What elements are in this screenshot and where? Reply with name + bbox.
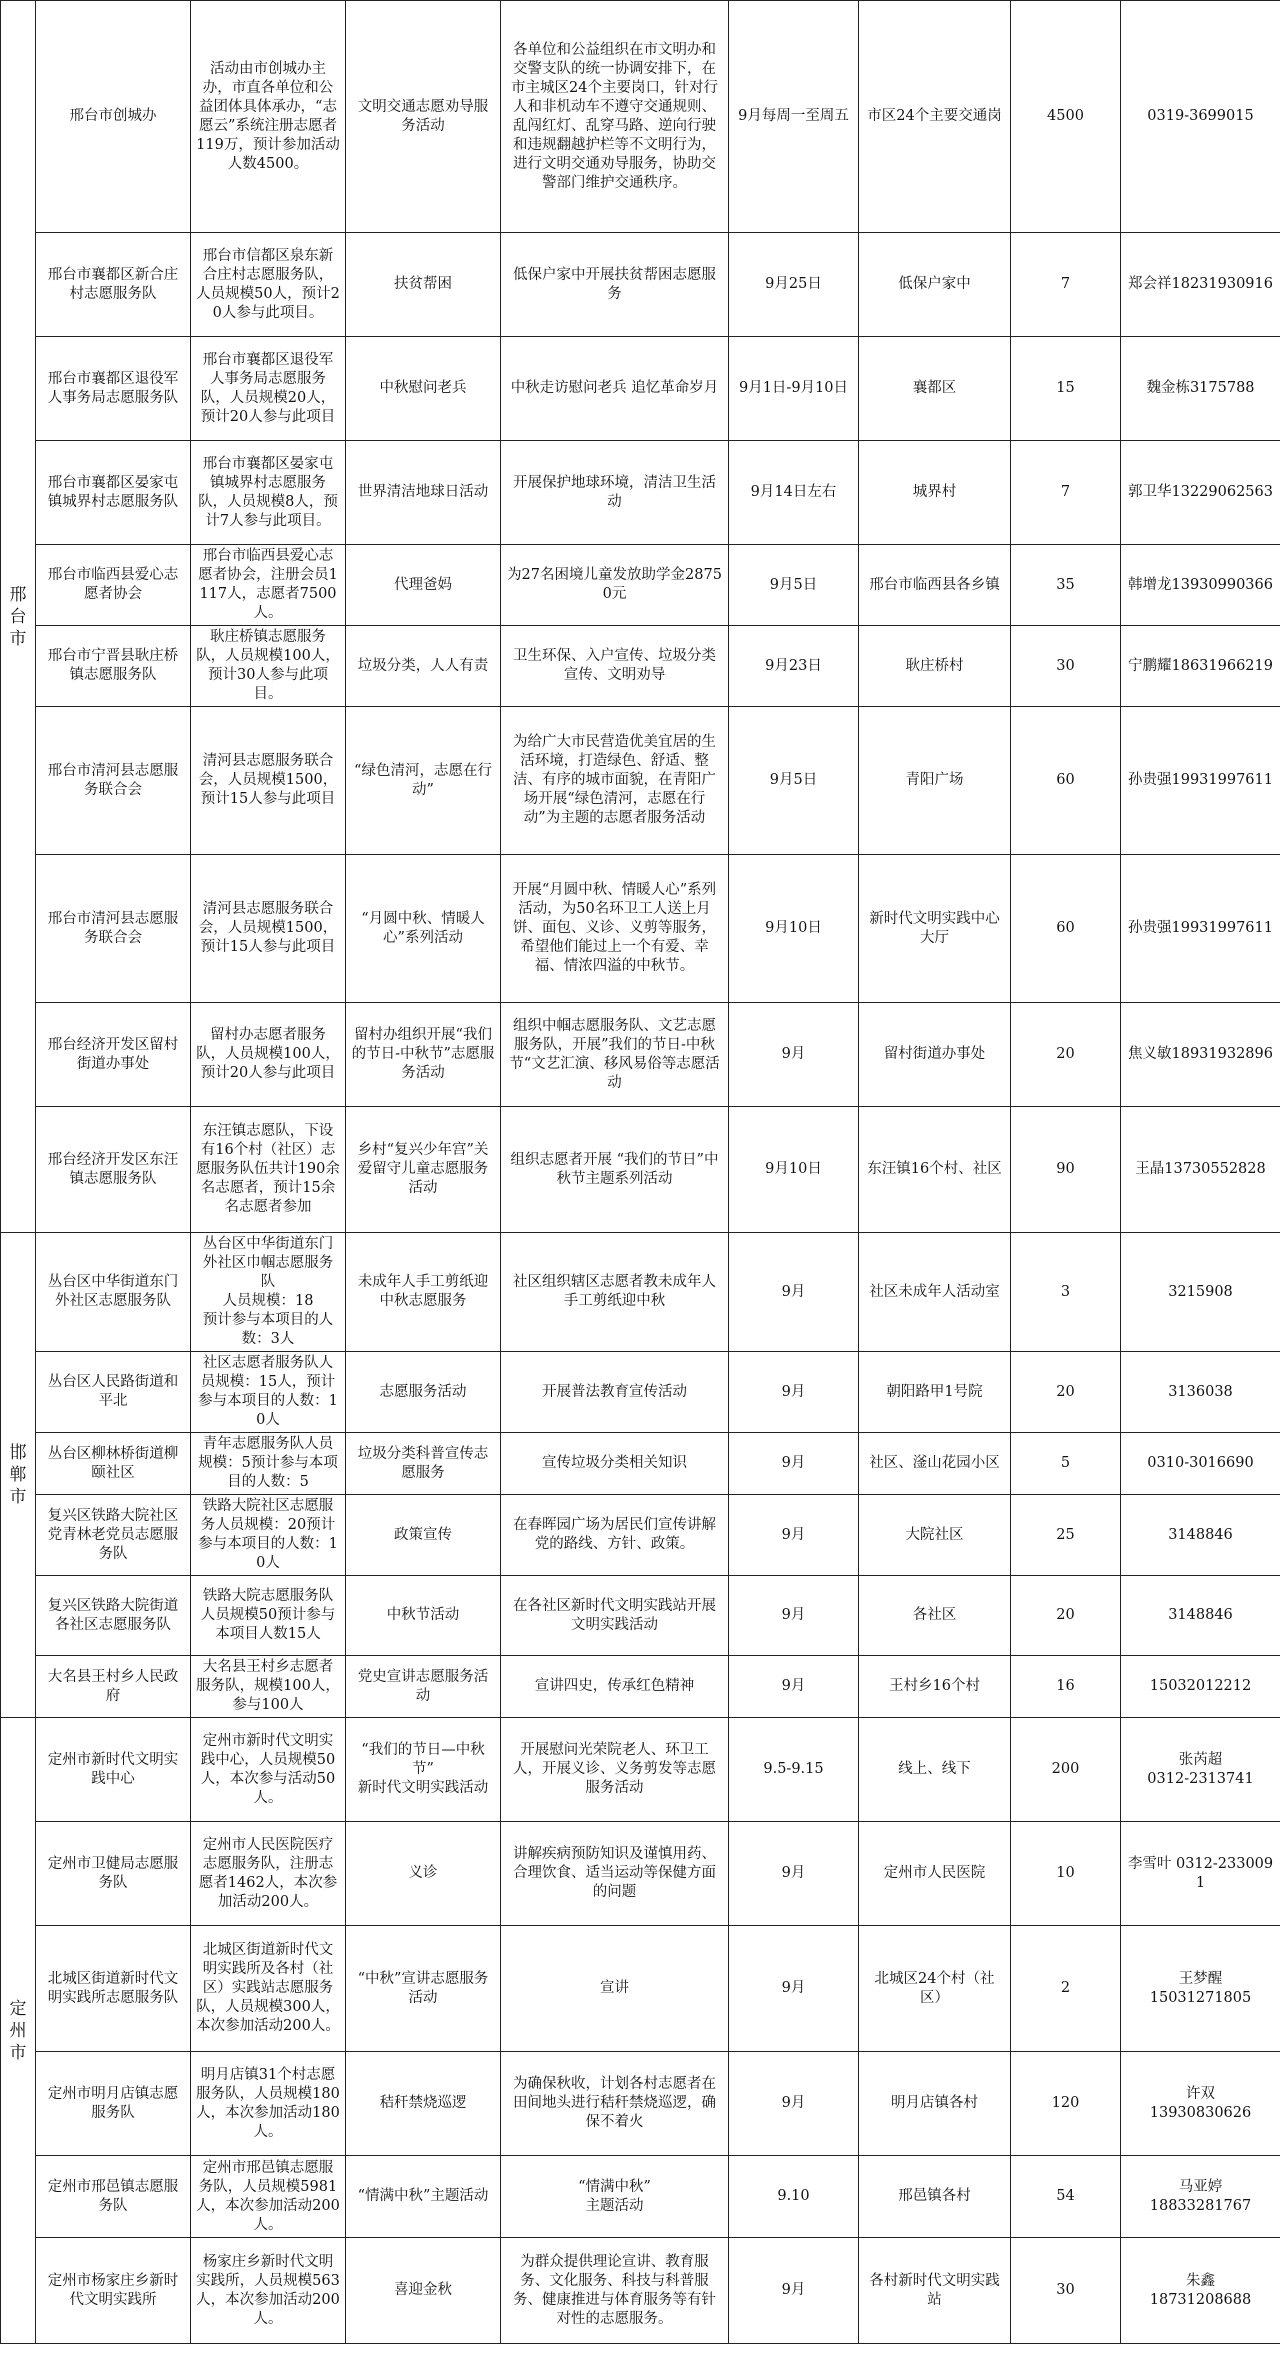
description-cell: 宣讲四史，传承红色精神 [501,1656,729,1718]
contact-cell: 郑会祥18231930916 [1121,233,1280,337]
contact-cell: 宁鹏耀18631966219 [1121,626,1280,707]
time-cell: 9月25日 [729,233,859,337]
place-cell: 明月店镇各村 [859,2052,1011,2156]
contact-cell: 15032012212 [1121,1656,1280,1718]
contact-cell: 魏金栋3175788 [1121,337,1280,441]
participant-count-cell: 10 [1011,1822,1121,1926]
participant-count-cell: 120 [1011,2052,1121,2156]
description-cell: 开展“月圆中秋、情暖人心”系列活动，为50名环卫工人送上月饼、面包、义诊、义剪等服务，希望他们能过上一个有爱、幸福、情浓四溢的中秋节。 [501,855,729,1003]
description-cell: 社区组织辖区志愿者教未成年人手工剪纸迎中秋 [501,1233,729,1352]
project-name-cell: “我们的节日—中秋节” 新时代文明实践活动 [346,1718,501,1822]
city-label: 定州市 [9,1998,27,2063]
time-cell: 9月 [729,1433,859,1495]
place-cell: 新时代文明实践中心大厅 [859,855,1011,1003]
team-info-cell: 定州市新时代文明实践中心，人员规模50人，本次参与活动50人。 [191,1718,346,1822]
table-row [1,2052,1280,2156]
contact-cell: 王晶13730552828 [1121,1107,1280,1233]
place-cell: 大院社区 [859,1495,1011,1576]
team-info-cell: 社区志愿者服务队人员规模：15人，预计参与本项目的人数：10人 [191,1352,346,1433]
table-row [1,2156,1280,2238]
place-cell: 王村乡16个村 [859,1656,1011,1718]
org-name-cell: 北城区街道新时代文明实践所志愿服务队 [36,1926,191,2052]
time-cell: 9月 [729,1233,859,1352]
table-row [1,1003,1280,1107]
project-name-cell: 政策宣传 [346,1495,501,1576]
org-name-cell: 定州市卫健局志愿服务队 [36,1822,191,1926]
place-cell: 耿庄桥村 [859,626,1011,707]
table-row [1,1433,1280,1495]
team-info-cell: 青年志愿服务队人员规模：5预计参与本项目的人数：5 [191,1433,346,1495]
table-row [1,1107,1280,1233]
time-cell: 9.5-9.15 [729,1718,859,1822]
description-cell: 开展慰问光荣院老人、环卫工人，开展义诊、义务剪发等志愿服务活动 [501,1718,729,1822]
place-cell: 朝阳路甲1号院 [859,1352,1011,1433]
participant-count-cell: 60 [1011,855,1121,1003]
place-cell: 市区24个主要交通岗 [859,1,1011,233]
description-cell: 为群众提供理论宣讲、教育服务、文化服务、科技与科普服务、健康推进与体育服务等有针对性的志愿服务。 [501,2238,729,2344]
team-info-cell: 耿庄桥镇志愿服务队，人员规模100人，预计30人参与此项目。 [191,626,346,707]
contact-cell: 0310-3016690 [1121,1433,1280,1495]
org-name-cell: 大名县王村乡人民政府 [36,1656,191,1718]
place-cell: 各村新时代文明实践站 [859,2238,1011,2344]
participant-count-cell: 25 [1011,1495,1121,1576]
org-name-cell: 丛台区人民路街道和平北 [36,1352,191,1433]
participant-count-cell: 7 [1011,441,1121,545]
city-cell [1,1,36,1233]
contact-cell: 朱鑫 18731208688 [1121,2238,1280,2344]
contact-cell: 许双 13930830626 [1121,2052,1280,2156]
project-name-cell: 义诊 [346,1822,501,1926]
contact-cell: 张芮超 0312-2313741 [1121,1718,1280,1822]
time-cell: 9.10 [729,2156,859,2238]
participant-count-cell: 54 [1011,2156,1121,2238]
contact-cell: 孙贵强19931997611 [1121,855,1280,1003]
participant-count-cell: 4500 [1011,1,1121,233]
time-cell: 9月10日 [729,1107,859,1233]
participant-count-cell: 30 [1011,626,1121,707]
participant-count-cell: 20 [1011,1352,1121,1433]
project-name-cell: 留村办组织开展“我们的节日-中秋节”志愿服务活动 [346,1003,501,1107]
place-cell: 社区、滏山花园小区 [859,1433,1011,1495]
contact-cell: 韩增龙13930990366 [1121,545,1280,626]
city-cell [1,1233,36,1718]
table-row [1,1926,1280,2052]
place-cell: 留村街道办事处 [859,1003,1011,1107]
table-row [1,441,1280,545]
description-cell: 宣传垃圾分类相关知识 [501,1433,729,1495]
table-row [1,626,1280,707]
time-cell: 9月 [729,1926,859,2052]
project-name-cell: 文明交通志愿劝导服务活动 [346,1,501,233]
place-cell: 定州市人民医院 [859,1822,1011,1926]
time-cell: 9月每周一至周五 [729,1,859,233]
description-cell: 组织中帼志愿服务队、文艺志愿服务队，开展”我们的节日-中秋节“文艺汇演、移风易俗等志愿活动 [501,1003,729,1107]
project-name-cell: 乡村“复兴少年宫”关爱留守儿童志愿服务活动 [346,1107,501,1233]
contact-cell: 孙贵强19931997611 [1121,707,1280,855]
org-name-cell: 邢台经济开发区留村街道办事处 [36,1003,191,1107]
org-name-cell: 丛台区柳林桥街道柳颐社区 [36,1433,191,1495]
description-cell: 中秋走访慰问老兵 追忆革命岁月 [501,337,729,441]
project-name-cell: 垃圾分类，人人有责 [346,626,501,707]
time-cell: 9月 [729,2052,859,2156]
project-name-cell: “绿色清河，志愿在行动” [346,707,501,855]
project-name-cell: 秸秆禁烧巡逻 [346,2052,501,2156]
org-name-cell: 丛台区中华街道东门外社区志愿服务队 [36,1233,191,1352]
description-cell: 开展保护地球环境，清洁卫生活动 [501,441,729,545]
contact-cell: 焦义敏18931932896 [1121,1003,1280,1107]
team-info-cell: 邢台市襄都区退役军人事务局志愿服务队，人员规模20人，预计20人参与此项目 [191,337,346,441]
description-cell: “情满中秋” 主题活动 [501,2156,729,2238]
time-cell: 9月1日-9月10日 [729,337,859,441]
participant-count-cell: 3 [1011,1233,1121,1352]
contact-cell: 郭卫华13229062563 [1121,441,1280,545]
project-name-cell: 代理爸妈 [346,545,501,626]
description-cell: 为确保秋收，计划各村志愿者在田间地头进行秸秆禁烧巡逻，确保不着火 [501,2052,729,2156]
org-name-cell: 邢台市临西县爱心志愿者协会 [36,545,191,626]
table-row [1,855,1280,1003]
contact-cell: 王梦醒 15031271805 [1121,1926,1280,2052]
org-name-cell: 复兴区铁路大院社区党青林老党员志愿服务队 [36,1495,191,1576]
org-name-cell: 定州市邢邑镇志愿服务队 [36,2156,191,2238]
participant-count-cell: 7 [1011,233,1121,337]
table-row [1,707,1280,855]
place-cell: 各社区 [859,1576,1011,1656]
table-row [1,2238,1280,2344]
project-name-cell: 喜迎金秋 [346,2238,501,2344]
city-label: 邢台市 [9,584,27,649]
place-cell: 襄都区 [859,337,1011,441]
org-name-cell: 邢台经济开发区东汪镇志愿服务队 [36,1107,191,1233]
table-row [1,545,1280,626]
table-row [1,1495,1280,1576]
participant-count-cell: 35 [1011,545,1121,626]
contact-cell: 3148846 [1121,1495,1280,1576]
contact-cell: 马亚婷 18833281767 [1121,2156,1280,2238]
org-name-cell: 邢台市襄都区新合庄村志愿服务队 [36,233,191,337]
time-cell: 9月 [729,1576,859,1656]
time-cell: 9月10日 [729,855,859,1003]
table-row [1,337,1280,441]
time-cell: 9月5日 [729,545,859,626]
contact-cell: 0319-3699015 [1121,1,1280,233]
contact-cell: 3215908 [1121,1233,1280,1352]
participant-count-cell: 20 [1011,1003,1121,1107]
table-body [1,1,1280,2344]
team-info-cell: 铁路大院志愿服务队人员规模50预计参与本项目人数15人 [191,1576,346,1656]
time-cell: 9月 [729,2238,859,2344]
team-info-cell: 清河县志愿服务联合会，人员规模1500，预计15人参与此项目 [191,855,346,1003]
team-info-cell: 丛台区中华街道东门外社区巾帼志愿服务队 人员规模：18 预计参与本项目的人数：3人 [191,1233,346,1352]
project-name-cell: 志愿服务活动 [346,1352,501,1433]
place-cell: 邢台市临西县各乡镇 [859,545,1011,626]
place-cell: 东汪镇16个村、社区 [859,1107,1011,1233]
description-cell: 宣讲 [501,1926,729,2052]
contact-cell: 3148846 [1121,1576,1280,1656]
table-row [1,1576,1280,1656]
project-name-cell: “月圆中秋、情暖人心”系列活动 [346,855,501,1003]
project-name-cell: 党史宣讲志愿服务活动 [346,1656,501,1718]
team-info-cell: 定州市人民医院医疗志愿服务队，注册志愿者1462人，本次参加活动200人。 [191,1822,346,1926]
table-row [1,1,1280,233]
team-info-cell: 定州市邢邑镇志愿服务队，人员规模5981人，本次参加活动200人。 [191,2156,346,2238]
participant-count-cell: 60 [1011,707,1121,855]
org-name-cell: 定州市杨家庄乡新时代文明实践所 [36,2238,191,2344]
team-info-cell: 铁路大院社区志愿服务人员规模：20预计参与本项目的人数：10人 [191,1495,346,1576]
description-cell: 在春晖园广场为居民们宣传讲解党的路线、方针、政策。 [501,1495,729,1576]
team-info-cell: 北城区街道新时代文明实践所及各村（社区）实践站志愿服务队，人员规模300人，本次参加活动200人。 [191,1926,346,2052]
time-cell: 9月5日 [729,707,859,855]
participant-count-cell: 15 [1011,337,1121,441]
team-info-cell: 留村办志愿者服务队，人员规模100人，预计20人参与此项目 [191,1003,346,1107]
table-row [1,1656,1280,1718]
description-cell: 卫生环保、入户宣传、垃圾分类宣传、文明劝导 [501,626,729,707]
participant-count-cell: 16 [1011,1656,1121,1718]
team-info-cell: 邢台市信都区泉东新合庄村志愿服务队，人员规模50人，预计20人参与此项目。 [191,233,346,337]
org-name-cell: 邢台市襄都区晏家屯镇城界村志愿服务队 [36,441,191,545]
table-row [1,1233,1280,1352]
description-cell: 各单位和公益组织在市文明办和交警支队的统一协调安排下，在市主城区24个主要岗口，针对行人和非机动车不遵守交通规则、乱闯红灯、乱穿马路、逆向行驶和违规翻越护栏等不文明行为，进行文明交通劝导服务，协助交警部门维护交通秩序。 [501,1,729,233]
place-cell: 青阳广场 [859,707,1011,855]
place-cell: 社区未成年人活动室 [859,1233,1011,1352]
description-cell: 低保户家中开展扶贫帮困志愿服务 [501,233,729,337]
participant-count-cell: 5 [1011,1433,1121,1495]
team-info-cell: 邢台市襄都区晏家屯镇城界村志愿服务队，人员规模8人，预计7人参与此项目。 [191,441,346,545]
time-cell: 9月23日 [729,626,859,707]
description-cell: 开展普法教育宣传活动 [501,1352,729,1433]
org-name-cell: 邢台市清河县志愿服务联合会 [36,855,191,1003]
place-cell: 低保户家中 [859,233,1011,337]
participant-count-cell: 90 [1011,1107,1121,1233]
table-row [1,1822,1280,1926]
description-cell: 为给广大市民营造优美宜居的生活环境，打造绿色、舒适、整洁、有序的城市面貌，在青阳广场开展“绿色清河，志愿在行动”为主题的志愿者服务活动 [501,707,729,855]
table-row [1,1718,1280,1822]
time-cell: 9月 [729,1352,859,1433]
description-cell: 为27名困境儿童发放助学金28750元 [501,545,729,626]
org-name-cell: 邢台市创城办 [36,1,191,233]
contact-cell: 3136038 [1121,1352,1280,1433]
project-name-cell: 扶贫帮困 [346,233,501,337]
org-name-cell: 邢台市清河县志愿服务联合会 [36,707,191,855]
description-cell: 讲解疾病预防知识及谨慎用药、合理饮食、适当运动等保健方面的问题 [501,1822,729,1926]
place-cell: 线上、线下 [859,1718,1011,1822]
time-cell: 9月 [729,1656,859,1718]
participant-count-cell: 30 [1011,2238,1121,2344]
project-name-cell: 未成年人手工剪纸迎中秋志愿服务 [346,1233,501,1352]
team-info-cell: 活动由市创城办主办，市直各单位和公益团体具体承办，“志愿云”系统注册志愿者119万，预计参加活动人数4500。 [191,1,346,233]
place-cell: 北城区24个村（社区） [859,1926,1011,2052]
time-cell: 9月14日左右 [729,441,859,545]
project-name-cell: “中秋”宣讲志愿服务活动 [346,1926,501,2052]
org-name-cell: 定州市明月店镇志愿服务队 [36,2052,191,2156]
description-cell: 组织志愿者开展 “我们的节日”中秋节主题系列活动 [501,1107,729,1233]
contact-cell: 李雪叶 0312-2330091 [1121,1822,1280,1926]
org-name-cell: 邢台市襄都区退役军人事务局志愿服务队 [36,337,191,441]
city-label: 邯郸市 [9,1443,27,1507]
time-cell: 9月 [729,1003,859,1107]
place-cell: 邢邑镇各村 [859,2156,1011,2238]
time-cell: 9月 [729,1822,859,1926]
place-cell: 城界村 [859,441,1011,545]
project-name-cell: 垃圾分类科普宣传志愿服务 [346,1433,501,1495]
table-row [1,233,1280,337]
project-name-cell: 世界清洁地球日活动 [346,441,501,545]
team-info-cell: 东汪镇志愿队，下设有16个村（社区）志愿服务队伍共计190余名志愿者，预计15余名志愿者参加 [191,1107,346,1233]
table-row [1,1352,1280,1433]
participant-count-cell: 200 [1011,1718,1121,1822]
team-info-cell: 大名县王村乡志愿者服务队，规模100人，参与100人 [191,1656,346,1718]
org-name-cell: 邢台市宁晋县耿庄桥镇志愿服务队 [36,626,191,707]
project-name-cell: 中秋节活动 [346,1576,501,1656]
team-info-cell: 邢台市临西县爱心志愿者协会，注册会员1117人，志愿者7500人。 [191,545,346,626]
project-name-cell: 中秋慰问老兵 [346,337,501,441]
org-name-cell: 定州市新时代文明实践中心 [36,1718,191,1822]
team-info-cell: 杨家庄乡新时代文明实践所，人员规模563人，本次参加活动200人。 [191,2238,346,2344]
team-info-cell: 清河县志愿服务联合会，人员规模1500，预计15人参与此项目 [191,707,346,855]
project-name-cell: “情满中秋”主题活动 [346,2156,501,2238]
participant-count-cell: 2 [1011,1926,1121,2052]
team-info-cell: 明月店镇31个村志愿服务队，人员规模180人，本次参加活动180人。 [191,2052,346,2156]
time-cell: 9月 [729,1495,859,1576]
description-cell: 在各社区新时代文明实践站开展文明实践活动 [501,1576,729,1656]
participant-count-cell: 20 [1011,1576,1121,1656]
org-name-cell: 复兴区铁路大院街道各社区志愿服务队 [36,1576,191,1656]
city-cell [1,1718,36,2344]
